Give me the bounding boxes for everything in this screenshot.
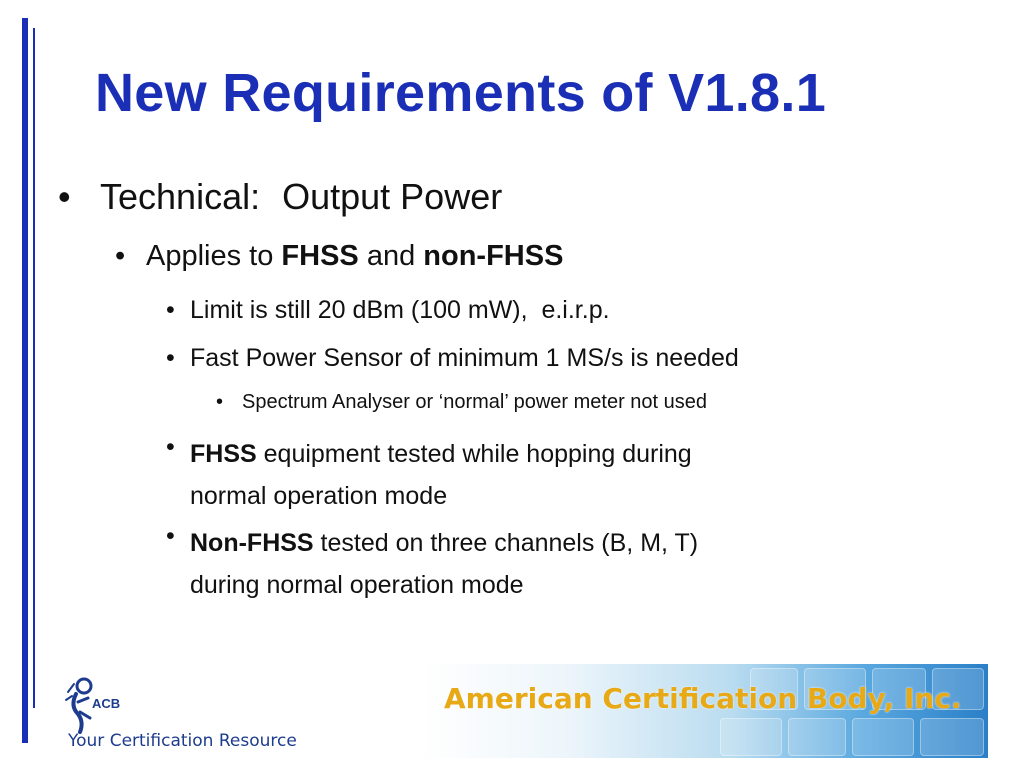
banner-tile (788, 718, 846, 756)
bullet-marker: • (166, 433, 175, 461)
bullet-technical (100, 176, 502, 218)
bullet-bold-text: non-FHSS (423, 240, 564, 272)
bullet-text: Technical: (100, 176, 261, 217)
banner-tile (920, 718, 984, 756)
acb-logo-icon (62, 672, 126, 736)
company-name: American Certification Body, Inc. (444, 682, 962, 715)
bullet-spectrum-analyser: Spectrum Analyser or ‘normal’ power meter not used (242, 391, 708, 413)
bullet-non-fhss-tested (190, 522, 698, 606)
bullet-text: Applies to (146, 240, 282, 272)
logo-tagline: Your Certification Resource (68, 731, 297, 751)
company-banner (420, 664, 988, 758)
bullet-text: equipment tested while hopping during (256, 440, 692, 468)
bullet-marker: • (166, 296, 175, 324)
bullet-text: during normal operation mode (190, 571, 524, 599)
bullet-marker: • (58, 176, 71, 217)
bullet-limit: Limit is still 20 dBm (100 mW), e.i.r.p. (190, 296, 610, 324)
banner-tile (720, 718, 782, 756)
bullet-power-sensor: Fast Power Sensor of minimum 1 MS/s is needed (190, 344, 739, 372)
bullet-applies-to (146, 240, 563, 273)
accent-bar-thin (33, 28, 35, 708)
bullet-bold-text: FHSS (281, 240, 359, 272)
bullet-text: tested on three channels (B, M, T) (313, 529, 699, 557)
banner-tile (852, 718, 914, 756)
bullet-marker: • (166, 344, 175, 372)
bullet-text: and (358, 240, 424, 272)
bullet-text: normal operation mode (190, 482, 448, 510)
bullet-bold-text: Non-FHSS (190, 529, 314, 557)
accent-bar-thick (22, 18, 28, 743)
slide-title: New Requirements of V1.8.1 (95, 63, 827, 123)
bullet-marker: • (216, 391, 224, 413)
bullet-bold-text: FHSS (190, 440, 257, 468)
bullet-marker: • (115, 240, 126, 272)
logo-text: ACB (92, 696, 121, 711)
bullet-fhss-tested (190, 433, 692, 517)
bullet-text: Output Power (282, 176, 503, 217)
bullet-marker: • (166, 522, 175, 550)
